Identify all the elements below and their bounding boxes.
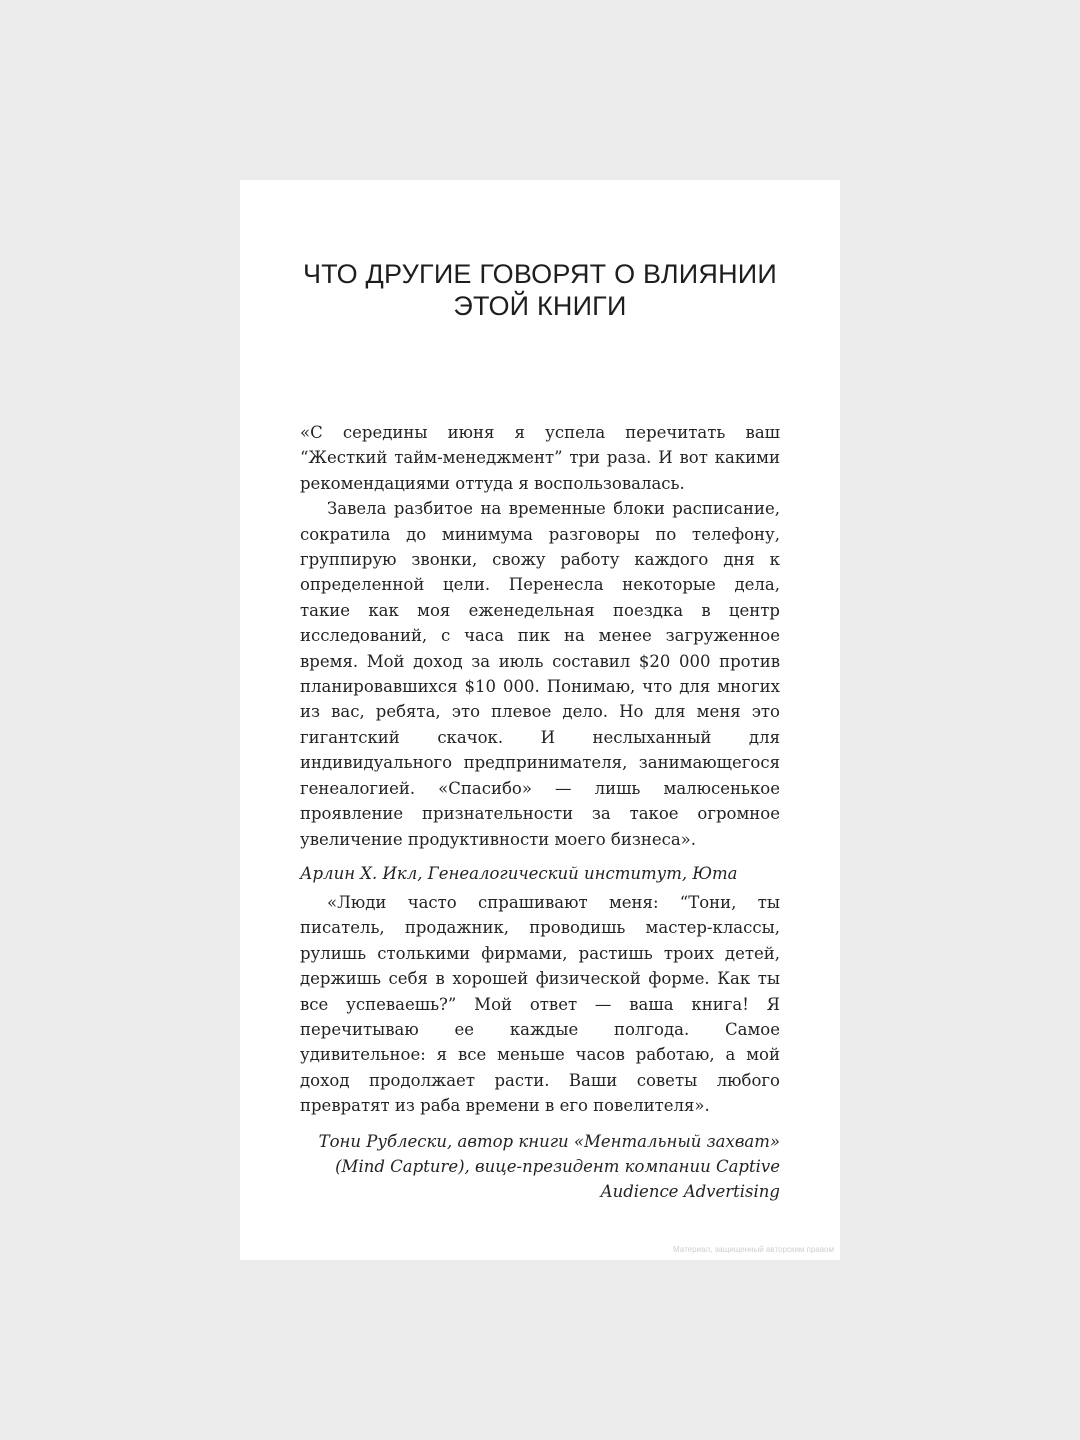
- testimonial-1-paragraph-1: «С середины июня я успела перечитать ваш “Жесткий тайм-менеджмент” три раза. И вот какими рекомендациями оттуда я воспользовалась.: [300, 423, 780, 493]
- testimonial-1: [300, 420, 780, 886]
- book-page: [240, 180, 840, 1260]
- title-line: ЭТОЙ КНИГИ: [453, 291, 627, 321]
- attribution-line: (Mind Capture), вице-президент компании Captive: [335, 1157, 780, 1177]
- title-line: ЧТО ДРУГИЕ ГОВОРЯТ О ВЛИЯНИИ: [302, 259, 778, 289]
- testimonial-1-paragraph-2: Завела разбитое на временные блоки расписание, сократила до минимума разговоры по телефону, группирую звонки, свожу работу каждого дня к определенной цели. Перенесла некоторые дела, такие как моя еженедельная поездка в центр исследований, с часа пик на менее загруженное время. Мой доход за июль составил $20 000 против планировавшихся $10 000. Понимаю, что для многих из вас, ребята, это плевое дело. Но для меня это гигантский скачок. И неслыханный для индивидуального предпринимателя, занимающегося генеалогией. «Спасибо» — лишь малюсенькое проявление признательности за такое огромное увеличение продуктивности моего бизнеса».: [300, 499, 780, 849]
- attribution-line: Audience Advertising: [600, 1182, 780, 1202]
- testimonial-1-attribution: Арлин Х. Икл, Генеалогический институт, Юта: [300, 863, 738, 883]
- testimonial-2-attribution: [300, 1129, 780, 1205]
- testimonial-2-paragraph-1: «Люди часто спрашивают меня: “Тони, ты писатель, продажник, проводишь мастер-классы, рулишь столькими фирмами, растишь троих детей, держишь себя в хорошей физической форме. Как ты все успеваешь?” Мой ответ — ваша книга! Я перечитываю ее каждые полгода. Самое удивительное: я все меньше часов работаю, а мой доход продолжает расти. Ваши советы любого превратят из раба времени в его повелителя».: [300, 893, 780, 1116]
- page-title: [280, 258, 800, 322]
- testimonial-2: [300, 890, 780, 1205]
- copyright-notice: Материал, защищенный авторским правом: [673, 1245, 834, 1254]
- attribution-line: Тони Рублески, автор книги «Ментальный захват»: [318, 1131, 780, 1151]
